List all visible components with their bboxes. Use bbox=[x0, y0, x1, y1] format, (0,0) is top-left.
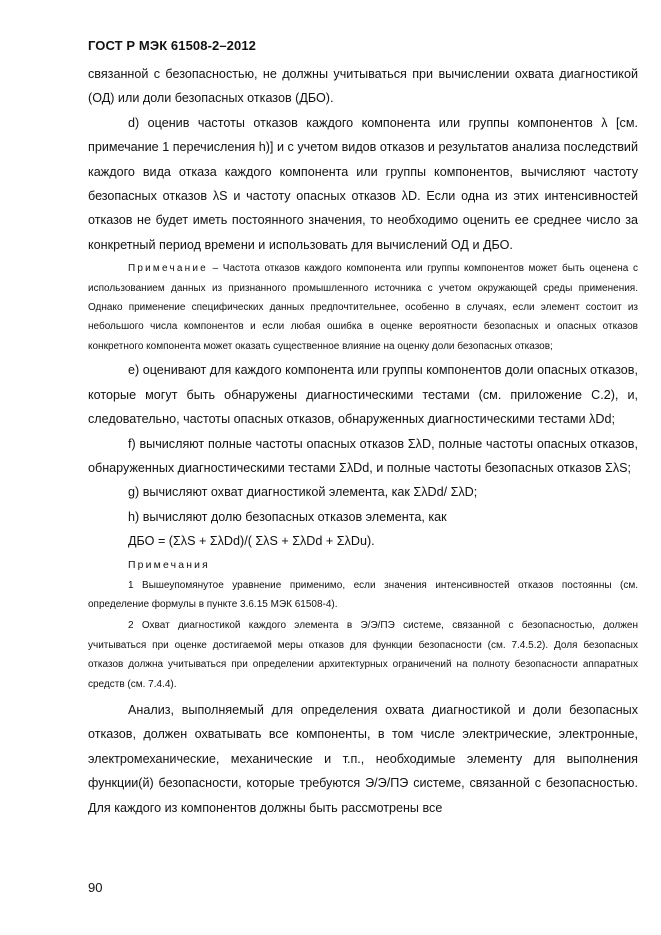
paragraph-item-d: d) оценив частоты отказов каждого компонента или группы компонентов λ [см. примечание 1 перечисления h)] и с учетом видов отказов и результатов анализа последствий каждого вида отказа каждого компонента или группы компонентов, вычисляют частоту безопасных отказов λS и частоту опасных отказов λD. Если одна из этих интенсивностей отказов не будет иметь постоянного значения, то необходимо оценить ее среднее число за конкретный период времени и использовать для вычислений ОД и ДБО. bbox=[88, 115, 638, 252]
formula-safe-failure-fraction: ДБО = (ΣλS + ΣλDd)/( ΣλS + ΣλDd + ΣλDu). bbox=[128, 534, 375, 549]
note-text: – Частота отказов каждого компонента или группы компонентов может быть оценена с использованием данных из признанного промышленного источника с учетом окружающей среды применения. Однако применение специфических данных предпочтительнее, особенно в случаях, если элемент состоит из небольшого числа компонентов и если любая ошибка в оценке вероятности безопасных и опасных отказов конкретного компонента может оказать существенное влияние на оценку доли безопасных отказов; bbox=[88, 263, 638, 352]
notes-heading: Примечания bbox=[128, 559, 210, 571]
page-body bbox=[88, 62, 638, 820]
page-number: 90 bbox=[88, 880, 103, 895]
note-item-d bbox=[88, 259, 638, 356]
note-2: 2 Охват диагностикой каждого элемента в Э/Э/ПЭ системе, связанной с безопасностью, должен учитываться при оценке достигаемой меры отказов для функции безопасности (см. 7.4.5.2). Доля безопасных отказов должна учитываться при определении архитектурных ограничений на полноту безопасности аппаратных средств (см. 7.4.4). bbox=[88, 620, 638, 690]
paragraph-analysis: Анализ, выполняемый для определения охвата диагностикой и доли безопасных отказов, должен охватывать все компоненты, в том числе электрические, электронные, электромеханические, механические и т.п., необходимые элементу для выполнения функции(й) безопасности, которые требуются Э/Э/ПЭ системе, связанной с безопасностью. Для каждого из компонентов должны быть рассмотрены все bbox=[88, 702, 638, 815]
note-1: 1 Вышеупомянутое уравнение применимо, если значения интенсивностей отказов постоянны (см. определение формулы в пункте 3.6.15 МЭК 61508-4). bbox=[88, 579, 638, 610]
paragraph-item-g: g) вычисляют охват диагностикой элемента, как ΣλDd/ ΣλD; bbox=[128, 485, 478, 500]
paragraph-continuation: связанной с безопасностью, не должны учитываться при вычислении охвата диагностикой (ОД) или доли безопасных отказов (ДБО). bbox=[88, 67, 638, 106]
page-header-standard-title: ГОСТ Р МЭК 61508-2–2012 bbox=[88, 38, 256, 53]
paragraph-item-e: e) оценивают для каждого компонента или группы компонентов доли опасных отказов, которые могут быть обнаружены диагностическими тестами (см. приложение С.2), и, следовательно, частоты опасных отказов, обнаруженных диагностическими тестами λDd; bbox=[88, 363, 638, 427]
paragraph-item-f: f) вычисляют полные частоты опасных отказов ΣλD, полные частоты опасных отказов, обнаруженных диагностическими тестами ΣλDd, и полные частоты безопасных отказов ΣλS; bbox=[88, 436, 638, 475]
paragraph-item-h: h) вычисляют долю безопасных отказов элемента, как bbox=[128, 509, 447, 524]
note-label: Примечание bbox=[128, 263, 208, 275]
